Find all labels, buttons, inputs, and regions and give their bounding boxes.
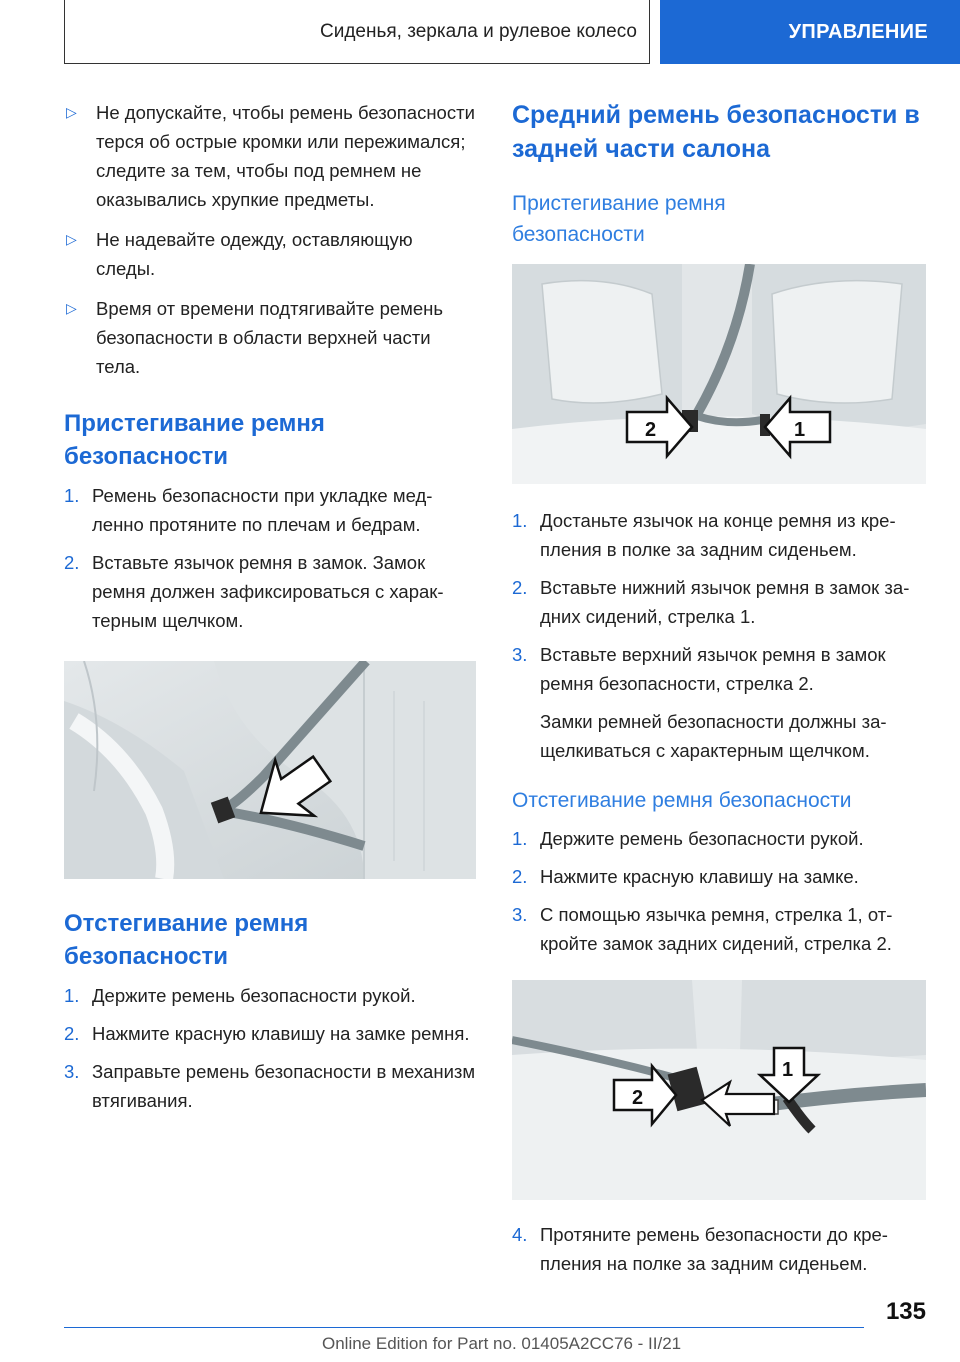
step-number: 2.: [64, 552, 80, 573]
step-text: Достаньте язычок на конце ремня из крепления в полке за задним сиденьем.: [540, 510, 896, 560]
header-chapter-tab[interactable]: [660, 0, 960, 64]
step-number: 4.: [512, 1224, 528, 1245]
list-item: [64, 1057, 476, 1115]
step-text: Ремень безопасности при укладке медленно протяните по плечам и бедрам.: [92, 485, 433, 535]
heading-unfasten: Отстегивание ремня безопасности: [64, 910, 309, 970]
front-seatbelt-drawing: [64, 661, 476, 879]
svg-text:2: 2: [645, 419, 657, 441]
svg-text:1: 1: [782, 1059, 794, 1081]
svg-text:2: 2: [632, 1087, 644, 1109]
list-item: [512, 862, 926, 891]
list-item: [512, 573, 926, 631]
step-number: 1.: [64, 985, 80, 1006]
page-number: 135: [885, 1298, 926, 1325]
list-item: [64, 98, 476, 214]
bullet-text: Время от времени подтягивайте ремень безопасности в области верхней части тела.: [96, 298, 444, 377]
list-item: [512, 506, 926, 564]
right-column: [512, 98, 926, 1287]
svg-text:1: 1: [794, 419, 806, 441]
list-item: [64, 481, 476, 539]
subheading-unfasten: Отстегивание ремня безопасности: [512, 789, 852, 812]
note-text: Замки ремней безопасности должны защелкиваться с характерным щелчком.: [540, 711, 887, 761]
left-column: [64, 98, 476, 1124]
list-item: [64, 981, 476, 1010]
step-text: Вставьте нижний язычок ремня в замок задних сидений, стрелка 1.: [540, 577, 910, 627]
bullet-text: Не допускайте, чтобы ремень безопасности терся об острые кромки или пережимался; следите за тем, чтобы под ремнем не оказывались хрупкие предметы.: [96, 102, 475, 210]
heading-fasten: Пристегивание ремня безопасности: [64, 410, 325, 470]
rear-fasten-illustration: [512, 264, 926, 484]
step-number: 3.: [512, 644, 528, 665]
rear-fasten-drawing: [512, 264, 926, 484]
list-item: [512, 640, 926, 698]
step-text: Держите ремень безопасности рукой.: [540, 828, 864, 849]
list-item: [512, 1220, 926, 1278]
step-number: 1.: [64, 485, 80, 506]
list-item: [512, 900, 926, 958]
step-text: Заправьте ремень безопасности в механизм втягивания.: [92, 1061, 476, 1111]
step-number: 2.: [512, 577, 528, 598]
heading-center-belt: Средний ремень безопасности в задней части салона: [512, 101, 920, 163]
list-item: [64, 294, 476, 381]
list-item: [64, 225, 476, 283]
step-text: Держите ремень безопасности рукой.: [92, 985, 416, 1006]
header-section-title: [64, 0, 650, 64]
list-item: [64, 548, 476, 635]
step-text: Протяните ремень безопасности до крепления на полке за задним сиденьем.: [540, 1224, 888, 1274]
step-number: 1.: [512, 510, 528, 531]
rear-unfasten-illustration: [512, 980, 926, 1200]
step-text: С помощью язычка ремня, стрелка 1, откройте замок задних сидений, стрелка 2.: [540, 904, 893, 954]
rear-unfasten-drawing: [512, 980, 926, 1200]
step-text: Нажмите красную клавишу на замке.: [540, 866, 859, 887]
front-seatbelt-illustration: [64, 661, 476, 879]
step-text: Вставьте верхний язычок ремня в замок ремня безопасности, стрелка 2.: [540, 644, 886, 694]
step-number: 3.: [64, 1061, 80, 1082]
subheading-fasten: Пристегивание ремня безопасности: [512, 192, 726, 246]
triangle-bullet-icon: ▷: [66, 300, 77, 316]
step-number: 3.: [512, 904, 528, 925]
footer-edition: Online Edition for Part no. 01405A2CC76 - II/21: [322, 1334, 682, 1353]
triangle-bullet-icon: ▷: [66, 104, 77, 120]
bullet-text: Не надевайте одежду, оставляющую следы.: [96, 229, 413, 279]
section-title: Сиденья, зеркала и рулевое колесо: [320, 20, 637, 42]
step-number: 1.: [512, 828, 528, 849]
chapter-title: УПРАВЛЕНИЕ: [788, 20, 928, 43]
step-text: Нажмите красную клавишу на замке ремня.: [92, 1023, 470, 1044]
step-number: 2.: [64, 1023, 80, 1044]
step-text: Вставьте язычок ремня в замок. Замок ремня должен зафиксироваться с характерным щелчком.: [92, 552, 444, 631]
footer-divider: [64, 1327, 864, 1328]
list-item: [64, 1019, 476, 1048]
list-item: [512, 824, 926, 853]
step-number: 2.: [512, 866, 528, 887]
triangle-bullet-icon: ▷: [66, 231, 77, 247]
